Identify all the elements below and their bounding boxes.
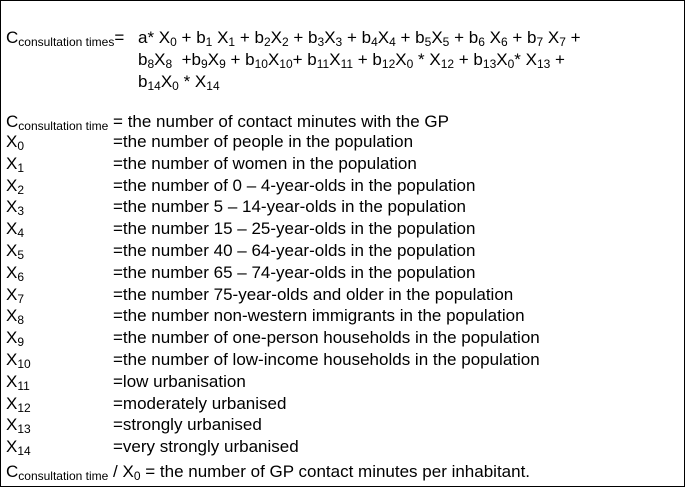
variable-description: =the number of people in the population: [113, 132, 414, 151]
formula-line-3: [138, 72, 220, 92]
formula-subscript: 0: [507, 57, 515, 71]
variable-description: =the number 40 – 64-year-olds in the population: [113, 241, 476, 260]
variable-description: =low urbanisation: [113, 371, 246, 391]
variable-subscript: 5: [17, 248, 25, 262]
formula-term: X: [160, 72, 173, 91]
footer-divider-subscript: 0: [133, 469, 141, 483]
formula-term: X: [395, 50, 407, 69]
footer-subscript: consultation time: [18, 469, 109, 483]
formula-term: + b: [449, 28, 479, 47]
formula-term: + b: [507, 28, 537, 47]
variable-symbol: $X_7$: [6, 284, 25, 306]
formula-subscript: 12: [440, 57, 455, 71]
formula-subscript: 5: [424, 35, 432, 49]
variable-description: =the number of low-income households in the population: [113, 350, 540, 369]
formula-term: b: [138, 50, 148, 69]
formula-term: + b: [454, 50, 483, 69]
variable-symbol: $X_{11}$: [6, 371, 30, 393]
formula-term: +: [565, 28, 581, 47]
formula-subscript: 4: [389, 35, 396, 49]
formula-term: X: [431, 28, 443, 47]
footer-divider: / X: [108, 462, 134, 481]
footer-definition: [6, 462, 530, 482]
formula-subscript: 9: [219, 57, 226, 71]
formula-term: + b: [342, 28, 372, 47]
formula-lhs-subscript: consultation times: [18, 35, 115, 49]
formula-subscript: 0: [172, 79, 179, 93]
formula-term: + b: [395, 28, 425, 47]
footer-symbol: C: [6, 462, 19, 481]
definition-header: [6, 112, 449, 132]
formula-term: +b: [172, 50, 202, 69]
formula-lhs: [6, 28, 124, 48]
formula-subscript: 9: [201, 57, 208, 71]
variable-subscript: 14: [17, 444, 31, 459]
formula-subscript: 1: [205, 35, 213, 49]
formula-subscript: 7: [559, 35, 566, 49]
definition-header-subscript: consultation time: [18, 119, 109, 133]
formula-subscript: 14: [147, 79, 161, 93]
variable-symbol: $X_5$: [6, 241, 25, 262]
formula-term: + b: [288, 28, 318, 47]
variable-subscript: 9: [17, 335, 25, 350]
formula-subscript: 2: [263, 35, 271, 49]
variable-description: =the number of women in the population: [113, 153, 417, 173]
variable-subscript: 3: [17, 204, 25, 219]
formula-term: + b: [225, 50, 255, 69]
formula-term: + b: [292, 50, 317, 69]
variable-subscript: 7: [17, 291, 25, 306]
formula-term: X: [543, 28, 560, 47]
formula-subscript: 12: [381, 57, 396, 71]
formula-term: X: [212, 28, 229, 47]
formula-term: + b: [353, 50, 382, 69]
formula-line-1: [138, 28, 581, 48]
formula-term: + b: [176, 28, 206, 47]
formula-term: X: [324, 28, 336, 47]
formula-term: +: [550, 50, 565, 69]
variable-description: =the number 65 – 74-year-olds in the population: [113, 262, 476, 282]
variable-symbol: $X_2$: [6, 175, 25, 197]
variable-description: =the number 15 – 25-year-olds in the population: [113, 219, 476, 239]
variable-subscript: 0: [17, 139, 25, 153]
formula-subscript: 13: [536, 57, 551, 71]
variable-subscript: 4: [17, 226, 25, 241]
footer-text: = the number of GP contact minutes per inhabitant.: [140, 462, 531, 481]
variable-symbol: $X_9$: [6, 328, 25, 350]
formula-subscript: 13: [482, 57, 497, 71]
formula-subscript: 0: [406, 57, 414, 71]
formula-subscript: 11: [316, 57, 330, 71]
variable-description: =the number of 0 – 4-year-olds in the population: [113, 175, 476, 195]
variable-description: =moderately urbanised: [113, 393, 287, 413]
formula-subscript: 2: [281, 35, 289, 49]
variable-symbol: $X_{10}$: [6, 350, 31, 371]
variable-description: =the number of one-person households in the population: [113, 328, 540, 348]
variable-symbol: $X_{12}$: [6, 393, 31, 415]
variable-subscript: 13: [17, 422, 31, 437]
variable-subscript: 6: [17, 269, 25, 284]
variable-subscript: 11: [17, 378, 30, 393]
variable-subscript: 12: [17, 400, 31, 415]
formula-term: X: [154, 50, 166, 69]
definition-header-symbol: C: [6, 112, 19, 131]
formula-subscript: 1: [228, 35, 236, 49]
formula-term: X: [377, 28, 390, 47]
formula-term: a* X: [138, 28, 171, 47]
formula-subscript: 11: [340, 57, 354, 71]
formula-term: * X: [413, 50, 441, 69]
formula-subscript: 14: [206, 79, 220, 93]
variable-symbol: $X_{13}$: [6, 415, 31, 437]
variable-description: =very strongly urbanised: [113, 437, 299, 457]
formula-subscript: 8: [165, 57, 173, 71]
variable-symbol: $X_6$: [6, 262, 25, 284]
formula-subscript: 0: [170, 35, 177, 49]
variable-symbol: $X_1$: [6, 153, 25, 175]
formula-term: + b: [235, 28, 264, 47]
variable-subscript: 8: [17, 313, 25, 328]
formula-subscript: 4: [371, 35, 378, 49]
formula-subscript: 8: [147, 57, 155, 71]
formula-term: X: [484, 28, 501, 47]
formula-subscript: 7: [536, 35, 544, 49]
formula-term: X: [270, 28, 282, 47]
formula-term: X: [207, 50, 220, 69]
formula-term: b: [138, 72, 148, 91]
formula-subscript: 6: [478, 35, 485, 49]
formula-subscript: 3: [317, 35, 325, 49]
variable-description: =the number non-western immigrants in the population: [113, 306, 525, 326]
formula-subscript: 10: [279, 57, 293, 71]
formula-term: * X: [514, 50, 537, 69]
formula-equals: =: [114, 28, 125, 47]
formula-subscript: 3: [335, 35, 343, 49]
variable-subscript: 1: [17, 160, 25, 175]
variable-description: =the number 5 – 14-year-olds in the population: [113, 197, 466, 217]
formula-line-2: [138, 50, 565, 70]
variable-description: =the number 75-year-olds and older in the population: [113, 284, 514, 304]
variable-symbol: $X_3$: [6, 197, 25, 219]
formula-term: * X: [178, 72, 207, 91]
variable-symbol: $X_4$: [6, 219, 25, 241]
formula-term: X: [329, 50, 341, 69]
variable-subscript: 2: [17, 182, 25, 197]
variable-subscript: 10: [17, 357, 31, 371]
formula-subscript: 10: [254, 57, 268, 71]
formula-term: X: [496, 50, 508, 69]
formula-term: X: [267, 50, 280, 69]
variable-description: =strongly urbanised: [113, 415, 262, 435]
formula-subscript: 5: [442, 35, 450, 49]
variable-symbol: $X_8$: [6, 306, 25, 328]
definition-header-text: = the number of contact minutes with the GP: [108, 112, 449, 131]
variable-symbol: $X_{14}$: [6, 437, 31, 459]
formula-lhs-symbol: C: [6, 28, 19, 47]
variable-symbol: $X_0$: [6, 132, 25, 153]
formula-subscript: 6: [500, 35, 508, 49]
